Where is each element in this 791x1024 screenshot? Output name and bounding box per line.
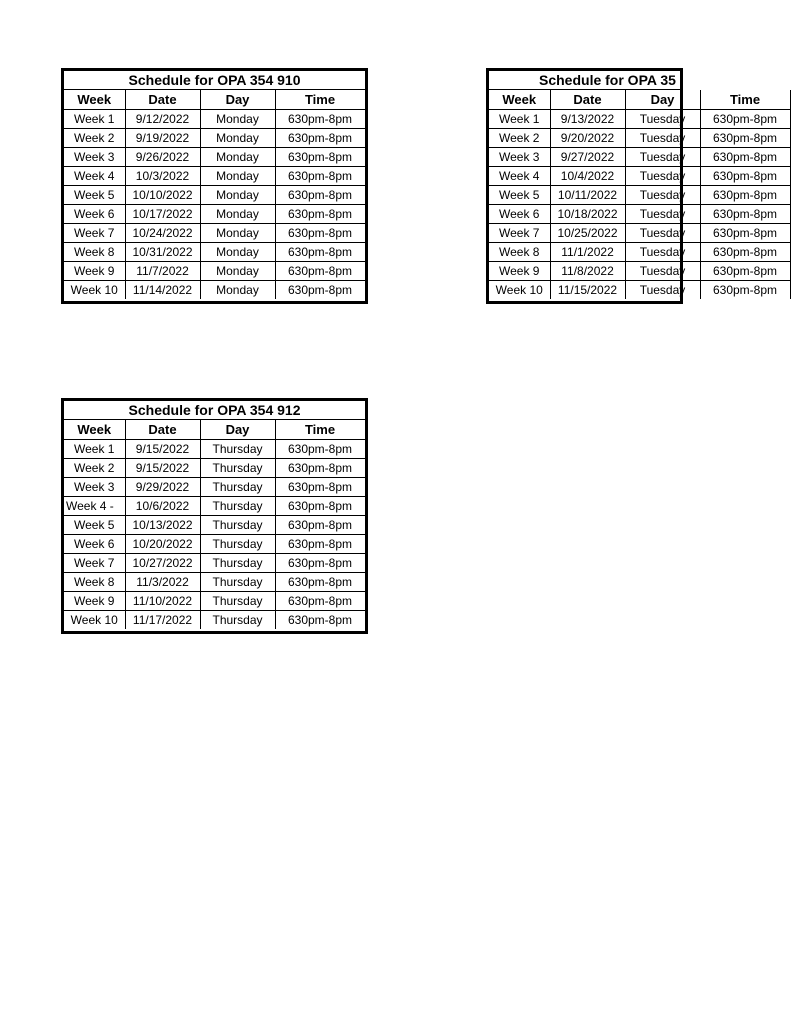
date-cell: 9/13/2022 xyxy=(550,109,625,128)
day-cell: Monday xyxy=(200,185,275,204)
date-cell: 10/3/2022 xyxy=(125,166,200,185)
date-cell: 9/20/2022 xyxy=(550,128,625,147)
day-cell: Monday xyxy=(200,223,275,242)
table-row xyxy=(64,458,365,477)
table-row xyxy=(64,109,365,128)
table-row xyxy=(64,553,365,572)
time-cell: 630pm-8pm xyxy=(275,166,365,185)
column-header-day: Day xyxy=(625,90,700,109)
date-cell: 9/26/2022 xyxy=(125,147,200,166)
table-row xyxy=(64,591,365,610)
day-cell: Thursday xyxy=(200,439,275,458)
table-row xyxy=(64,223,365,242)
date-cell: 10/25/2022 xyxy=(550,223,625,242)
week-cell: Week 3 xyxy=(64,147,125,166)
week-cell: Week 8 xyxy=(64,572,125,591)
date-cell: 9/27/2022 xyxy=(550,147,625,166)
date-cell: 10/4/2022 xyxy=(550,166,625,185)
day-cell: Tuesday xyxy=(625,128,700,147)
date-cell: 10/6/2022 xyxy=(125,496,200,515)
day-cell: Thursday xyxy=(200,458,275,477)
date-cell: 11/14/2022 xyxy=(125,280,200,299)
table-row xyxy=(64,261,365,280)
day-cell: Tuesday xyxy=(625,223,700,242)
date-cell: 11/3/2022 xyxy=(125,572,200,591)
column-header-time: Time xyxy=(275,420,365,439)
header-row xyxy=(489,90,790,109)
column-header-time: Time xyxy=(275,90,365,109)
table-row xyxy=(489,223,790,242)
time-cell: 630pm-8pm xyxy=(275,439,365,458)
time-cell: 630pm-8pm xyxy=(275,242,365,261)
day-cell: Thursday xyxy=(200,591,275,610)
time-cell: 630pm-8pm xyxy=(275,496,365,515)
day-cell: Thursday xyxy=(200,534,275,553)
schedule-title: Schedule for OPA 354 912 xyxy=(64,401,365,420)
header-row xyxy=(64,420,365,439)
time-cell: 630pm-8pm xyxy=(700,223,790,242)
table-row xyxy=(489,261,790,280)
date-cell: 10/24/2022 xyxy=(125,223,200,242)
table-row xyxy=(489,128,790,147)
time-cell: 630pm-8pm xyxy=(275,204,365,223)
table-row xyxy=(64,477,365,496)
table-row xyxy=(489,204,790,223)
day-cell: Monday xyxy=(200,147,275,166)
day-cell: Monday xyxy=(200,166,275,185)
week-cell: Week 4 xyxy=(64,166,125,185)
date-cell: 9/15/2022 xyxy=(125,439,200,458)
day-cell: Monday xyxy=(200,128,275,147)
date-cell: 9/19/2022 xyxy=(125,128,200,147)
day-cell: Tuesday xyxy=(625,185,700,204)
week-cell: Week 4 - xyxy=(64,496,125,515)
day-cell: Tuesday xyxy=(625,166,700,185)
week-cell: Week 2 xyxy=(64,458,125,477)
time-cell: 630pm-8pm xyxy=(275,147,365,166)
day-cell: Monday xyxy=(200,261,275,280)
date-cell: 11/1/2022 xyxy=(550,242,625,261)
schedule-title: Schedule for OPA 35 xyxy=(489,71,680,90)
table-row xyxy=(64,439,365,458)
time-cell: 630pm-8pm xyxy=(275,458,365,477)
day-cell: Thursday xyxy=(200,572,275,591)
header-row xyxy=(64,90,365,109)
column-header-date: Date xyxy=(125,420,200,439)
week-cell: Week 8 xyxy=(64,242,125,261)
date-cell: 11/10/2022 xyxy=(125,591,200,610)
table-row xyxy=(64,610,365,629)
table-row xyxy=(64,128,365,147)
column-header-day: Day xyxy=(200,420,275,439)
schedule-table-opa-354-910 xyxy=(61,68,368,304)
week-cell: Week 10 xyxy=(489,280,550,299)
column-header-week: Week xyxy=(489,90,550,109)
table-row xyxy=(489,109,790,128)
time-cell: 630pm-8pm xyxy=(700,128,790,147)
week-cell: Week 1 xyxy=(64,439,125,458)
day-cell: Tuesday xyxy=(625,242,700,261)
day-cell: Tuesday xyxy=(625,280,700,299)
table-row xyxy=(64,515,365,534)
day-cell: Monday xyxy=(200,109,275,128)
week-cell: Week 7 xyxy=(64,553,125,572)
table-row xyxy=(64,496,365,515)
table-row xyxy=(64,534,365,553)
time-cell: 630pm-8pm xyxy=(275,128,365,147)
time-cell: 630pm-8pm xyxy=(700,147,790,166)
column-header-time: Time xyxy=(700,90,790,109)
table-row xyxy=(64,147,365,166)
column-header-week: Week xyxy=(64,420,125,439)
week-cell: Week 3 xyxy=(64,477,125,496)
week-cell: Week 9 xyxy=(64,591,125,610)
schedule-table-opa-354-912 xyxy=(61,398,368,634)
date-cell: 10/11/2022 xyxy=(550,185,625,204)
day-cell: Thursday xyxy=(200,610,275,629)
day-cell: Thursday xyxy=(200,477,275,496)
column-header-day: Day xyxy=(200,90,275,109)
date-cell: 9/15/2022 xyxy=(125,458,200,477)
time-cell: 630pm-8pm xyxy=(700,280,790,299)
day-cell: Tuesday xyxy=(625,261,700,280)
time-cell: 630pm-8pm xyxy=(700,109,790,128)
week-cell: Week 2 xyxy=(64,128,125,147)
week-cell: Week 8 xyxy=(489,242,550,261)
table-row xyxy=(489,242,790,261)
table-row xyxy=(489,166,790,185)
week-cell: Week 1 xyxy=(489,109,550,128)
date-cell: 9/12/2022 xyxy=(125,109,200,128)
time-cell: 630pm-8pm xyxy=(275,610,365,629)
week-cell: Week 7 xyxy=(64,223,125,242)
table-row xyxy=(489,185,790,204)
date-cell: 11/8/2022 xyxy=(550,261,625,280)
week-cell: Week 7 xyxy=(489,223,550,242)
time-cell: 630pm-8pm xyxy=(275,553,365,572)
time-cell: 630pm-8pm xyxy=(275,261,365,280)
week-cell: Week 6 xyxy=(64,534,125,553)
week-cell: Week 10 xyxy=(64,280,125,299)
day-cell: Monday xyxy=(200,280,275,299)
week-cell: Week 6 xyxy=(489,204,550,223)
week-cell: Week 1 xyxy=(64,109,125,128)
week-cell: Week 4 xyxy=(489,166,550,185)
day-cell: Monday xyxy=(200,204,275,223)
date-cell: 10/20/2022 xyxy=(125,534,200,553)
week-cell: Week 6 xyxy=(64,204,125,223)
column-header-date: Date xyxy=(125,90,200,109)
table-row xyxy=(64,204,365,223)
schedule-title: Schedule for OPA 354 910 xyxy=(64,71,365,90)
week-cell: Week 10 xyxy=(64,610,125,629)
date-cell: 10/13/2022 xyxy=(125,515,200,534)
day-cell: Thursday xyxy=(200,553,275,572)
date-cell: 10/17/2022 xyxy=(125,204,200,223)
table-row xyxy=(64,242,365,261)
schedule-grid xyxy=(64,420,366,629)
schedule-table-opa-35-truncated xyxy=(486,68,778,304)
week-cell: Week 5 xyxy=(489,185,550,204)
time-cell: 630pm-8pm xyxy=(275,477,365,496)
table-row xyxy=(64,166,365,185)
table-row xyxy=(64,280,365,299)
week-cell: Week 9 xyxy=(489,261,550,280)
week-cell: Week 3 xyxy=(489,147,550,166)
table-row xyxy=(489,280,790,299)
time-cell: 630pm-8pm xyxy=(275,591,365,610)
day-cell: Tuesday xyxy=(625,204,700,223)
time-cell: 630pm-8pm xyxy=(275,109,365,128)
time-cell: 630pm-8pm xyxy=(275,515,365,534)
column-header-week: Week xyxy=(64,90,125,109)
time-cell: 630pm-8pm xyxy=(700,166,790,185)
time-cell: 630pm-8pm xyxy=(700,261,790,280)
time-cell: 630pm-8pm xyxy=(275,572,365,591)
date-cell: 11/7/2022 xyxy=(125,261,200,280)
week-cell: Week 9 xyxy=(64,261,125,280)
day-cell: Tuesday xyxy=(625,109,700,128)
date-cell: 10/27/2022 xyxy=(125,553,200,572)
day-cell: Monday xyxy=(200,242,275,261)
week-cell: Week 5 xyxy=(64,515,125,534)
day-cell: Tuesday xyxy=(625,147,700,166)
time-cell: 630pm-8pm xyxy=(275,534,365,553)
week-cell: Week 2 xyxy=(489,128,550,147)
column-header-date: Date xyxy=(550,90,625,109)
date-cell: 11/17/2022 xyxy=(125,610,200,629)
time-cell: 630pm-8pm xyxy=(275,185,365,204)
date-cell: 9/29/2022 xyxy=(125,477,200,496)
date-cell: 10/10/2022 xyxy=(125,185,200,204)
time-cell: 630pm-8pm xyxy=(700,185,790,204)
date-cell: 10/31/2022 xyxy=(125,242,200,261)
day-cell: Thursday xyxy=(200,496,275,515)
time-cell: 630pm-8pm xyxy=(275,223,365,242)
week-cell: Week 5 xyxy=(64,185,125,204)
table-row xyxy=(64,572,365,591)
date-cell: 11/15/2022 xyxy=(550,280,625,299)
schedule-grid xyxy=(64,90,366,299)
time-cell: 630pm-8pm xyxy=(700,204,790,223)
schedule-grid xyxy=(489,90,791,299)
time-cell: 630pm-8pm xyxy=(275,280,365,299)
time-cell: 630pm-8pm xyxy=(700,242,790,261)
date-cell: 10/18/2022 xyxy=(550,204,625,223)
table-row xyxy=(489,147,790,166)
day-cell: Thursday xyxy=(200,515,275,534)
table-row xyxy=(64,185,365,204)
